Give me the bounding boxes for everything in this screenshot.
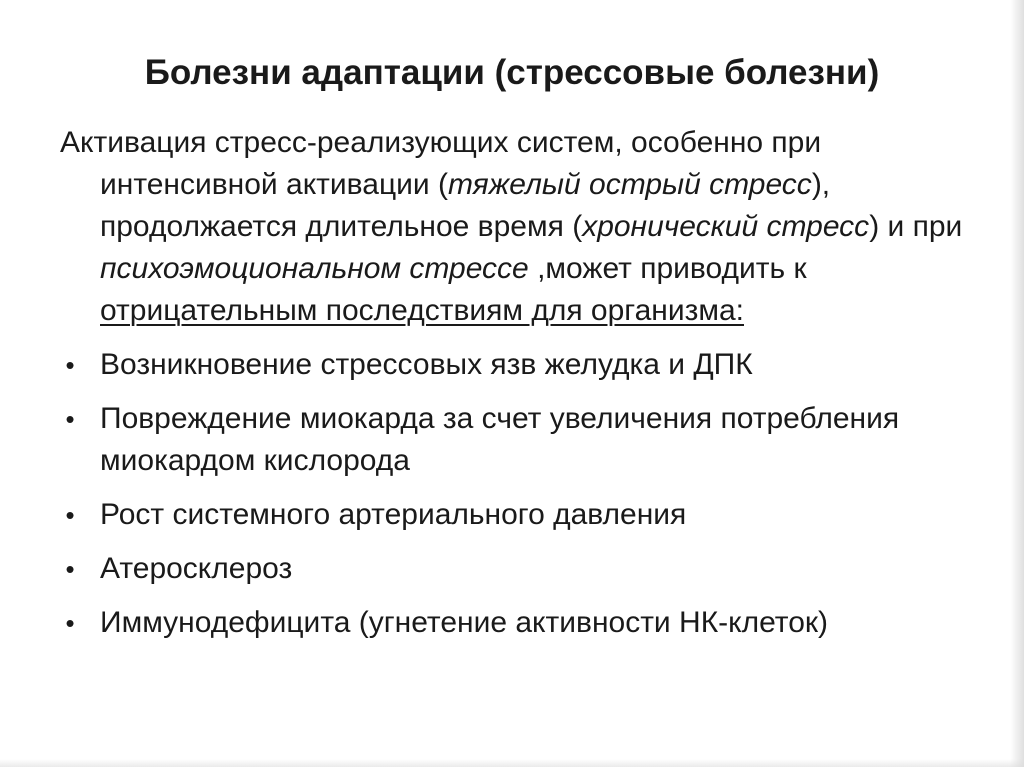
bullet-icon: •	[65, 554, 75, 584]
bullet-icon: •	[65, 500, 75, 530]
intro-paragraph	[60, 122, 980, 332]
intro-text-3: ) и при	[869, 210, 963, 243]
slide-body	[60, 122, 980, 644]
intro-italic-chronic-stress: хронический стресс	[582, 210, 870, 243]
slide-title: Болезни адаптации (стрессовые болезни)	[144, 53, 880, 92]
list-item	[60, 398, 980, 482]
intro-text-2: ), продолжается длительное время (	[100, 168, 831, 243]
bullet-icon: •	[65, 608, 75, 638]
intro-text-1: Активация стресс-реализующих систем, особенно при интенсивной активации (	[60, 126, 822, 201]
list-item-text: Возникновение стрессовых язв желудка и ДПК	[100, 348, 753, 381]
list-item	[60, 494, 980, 536]
list-item-text: Рост системного артериального давления	[100, 498, 687, 531]
list-item	[60, 548, 980, 590]
list-item-text: Повреждение миокарда за счет увеличения потребления миокардом кислорода	[100, 402, 900, 477]
list-item-text: Иммунодефицита (угнетение активности НК-клеток)	[100, 606, 829, 639]
bullet-icon: •	[65, 350, 75, 380]
intro-italic-acute-stress: тяжелый острый стресс	[447, 168, 812, 201]
list-item	[60, 602, 980, 644]
list-item-text: Атеросклероз	[100, 552, 293, 585]
consequences-list	[60, 344, 980, 644]
intro-text-4: ,может приводить к	[528, 252, 807, 285]
page-bottom-shadow	[0, 759, 1024, 767]
intro-italic-psycho-stress: психоэмоциональном стрессе	[100, 252, 529, 285]
intro-underlined-consequences: отрицательным последствиям для организма:	[100, 294, 744, 327]
page-edge-shadow	[1010, 0, 1024, 767]
list-item	[60, 344, 980, 386]
bullet-icon: •	[65, 404, 75, 434]
